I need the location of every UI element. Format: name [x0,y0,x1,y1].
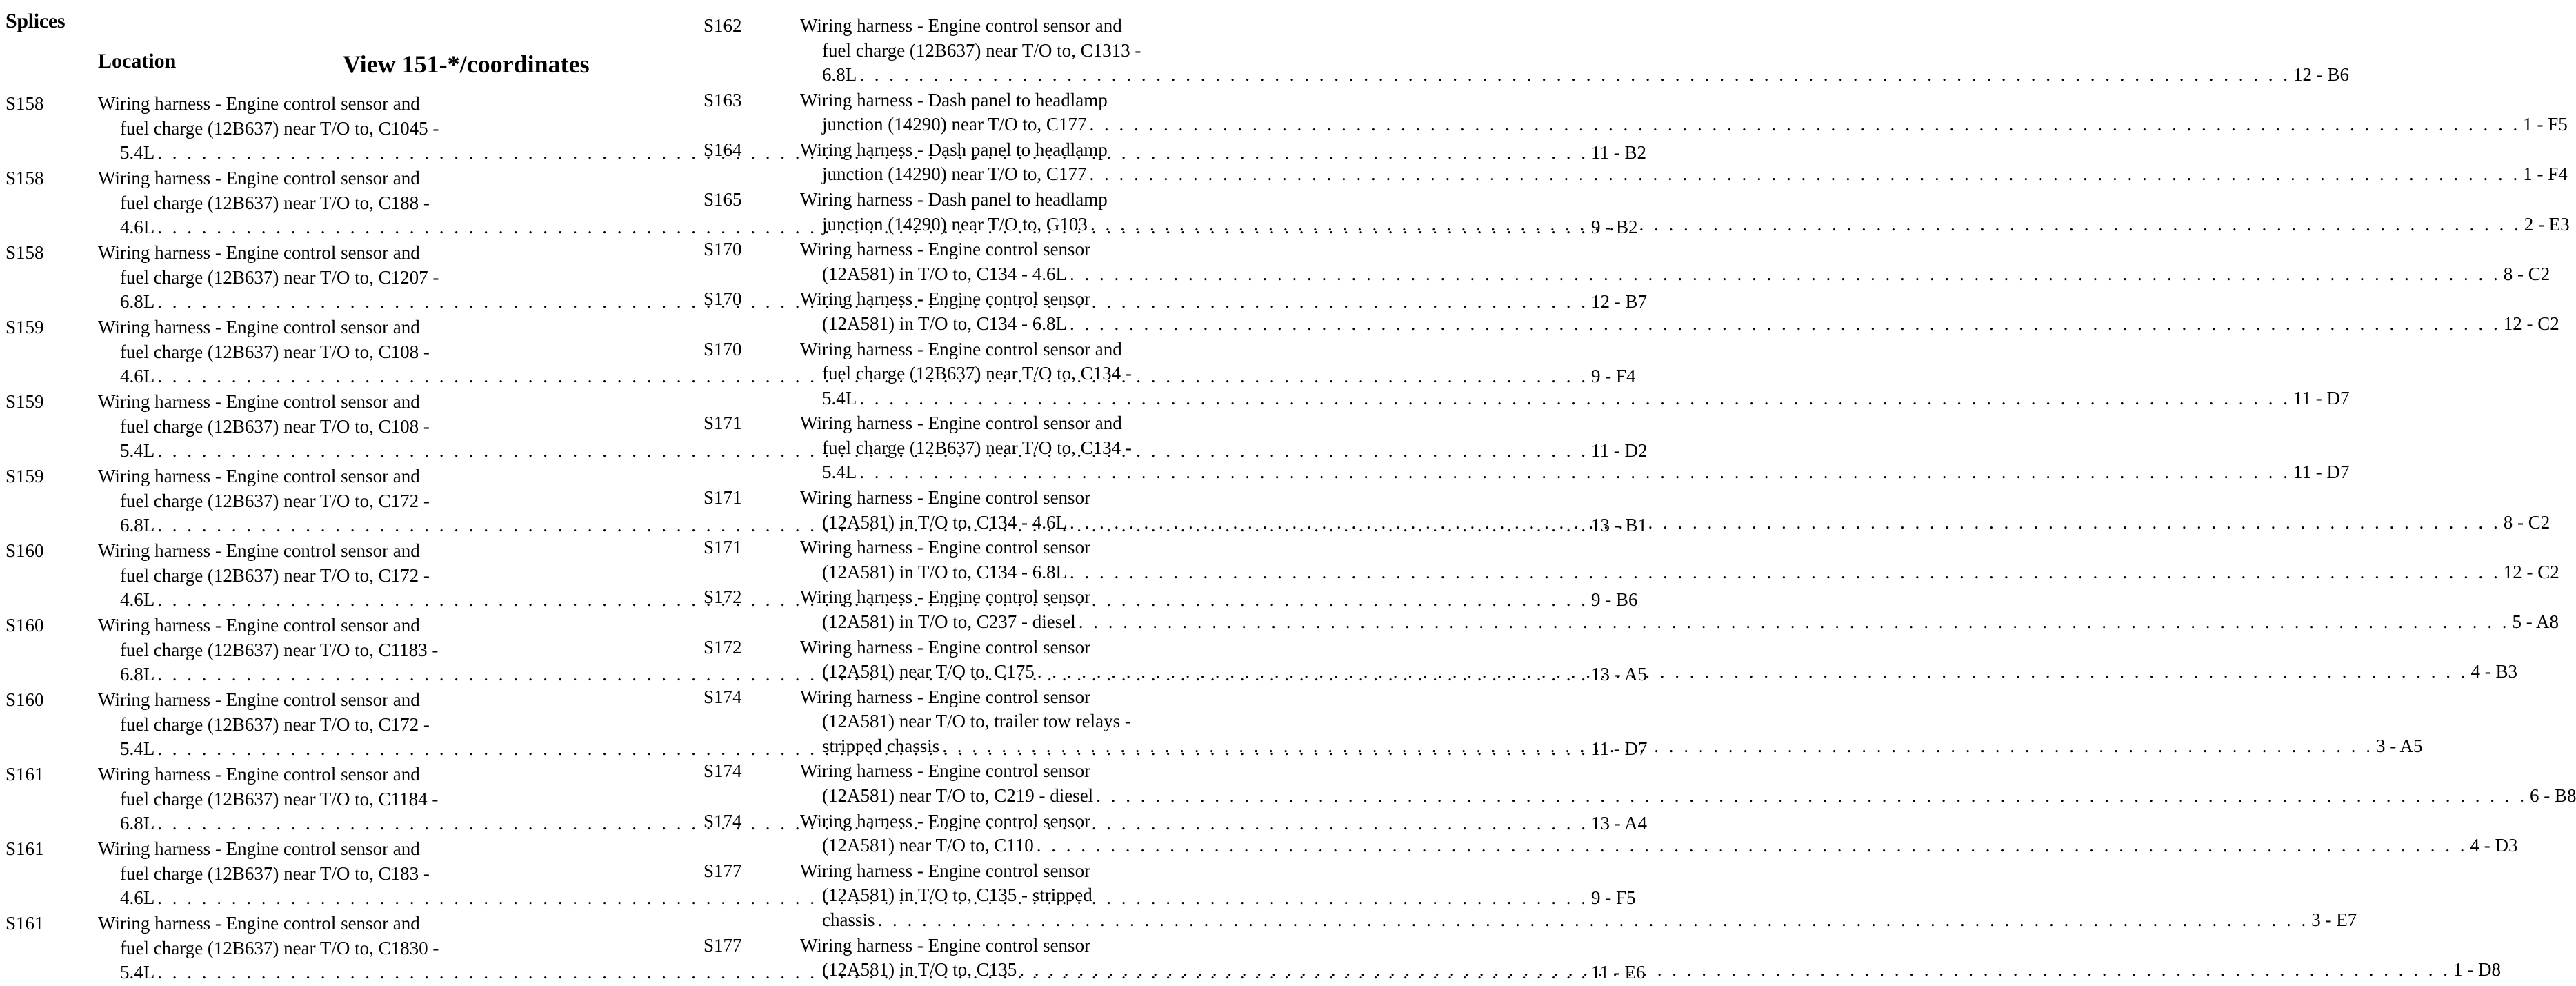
location-line: 4.6L [120,887,155,908]
location-line: (12A581) in T/O to, C134 - 6.8L [822,561,1067,582]
location-line: 5.4L [822,462,857,483]
location-line: Wiring harness - Engine control sensor and [98,317,420,337]
dot-leader [942,734,2373,759]
view-coordinate: 3 - A5 [2375,735,2423,756]
location-line: Wiring harness - Engine control sensor and [800,413,1122,434]
splice-id: S170 [703,338,742,359]
location-line: 5.4L [120,142,155,163]
location-line: Wiring harness - Dash panel to headlamp [800,189,1108,210]
location-line: Wiring harness - Engine control sensor and [98,391,420,412]
view-coordinates-header: View 151-*/coordinates [343,50,590,78]
splice-id: S163 [703,89,742,110]
dot-leader [1037,660,2468,684]
view-coordinate: 5 - A8 [2512,611,2559,632]
location-line: (12A581) near T/O to, trailer tow relays - [822,711,1131,732]
view-coordinate: 12 - B7 [1591,291,1647,312]
location-line: 5.4L [822,387,857,408]
view-coordinate: 9 - B6 [1591,589,1638,610]
dot-leader [859,460,2290,485]
location-leader-line [800,560,2559,585]
location-line: Wiring harness - Engine control sensor [800,760,1091,782]
location-line: Wiring harness - Engine control sensor [800,686,1091,707]
splice-id: S162 [703,15,742,36]
dot-leader [1089,112,2520,137]
dot-leader [1070,312,2501,337]
splice-entry [703,535,2559,584]
splice-id: S158 [6,93,44,114]
view-coordinate: 11 - D7 [2293,387,2350,408]
dot-leader [1096,784,2527,809]
splice-id: S160 [6,689,44,710]
dot-leader [1079,610,2510,635]
location-leader-line [800,610,2559,635]
view-coordinate: 11 - D2 [1591,440,1648,461]
location-line: Wiring harness - Engine control sensor [800,537,1091,558]
location-line: Wiring harness - Engine control sensor and [98,689,420,710]
dot-leader [1037,834,2468,858]
dot-leader [878,908,2309,933]
view-coordinate: 9 - F5 [1591,887,1636,908]
location-line: fuel charge (12B637) near T/O to, C1207 - [120,266,439,288]
splice-id: S171 [703,413,742,434]
location-line: (12A581) in T/O to, C135 [822,959,1017,980]
location-line: Wiring harness - Engine control sensor and [98,540,420,561]
splice-id: S164 [703,139,742,160]
location-line: (12A581) near T/O to, C110 [822,835,1034,856]
location-line: 6.8L [120,813,155,834]
splice-id: S159 [6,391,44,412]
location-line: Wiring harness - Engine control sensor [800,810,1091,831]
dot-leader [1070,560,2501,585]
location-line: junction (14290) near T/O to, C177 [822,114,1087,135]
view-coordinate: 11 - E6 [1591,962,1646,983]
splice-entry [703,14,2349,88]
view-coordinate: 12 - C2 [2503,561,2559,582]
location-line: Wiring harness - Engine control sensor and [98,168,420,188]
location-leader-line [800,162,2568,187]
view-coordinate: 2 - E3 [2524,213,2570,235]
splice-id: S172 [703,586,742,608]
dot-leader [1070,511,2501,535]
location-leader-line [800,784,2576,809]
section-title: Splices [6,10,66,32]
location-leader-line [800,312,2559,337]
location-line: (12A581) in T/O to, C134 - 4.6L [822,263,1067,284]
splice-id: S170 [703,288,742,310]
location-line: fuel charge (12B637) near T/O to, C1830 - [120,937,439,958]
location-line: Wiring harness - Dash panel to headlamp [800,139,1108,160]
splice-id: S170 [703,239,742,260]
splice-id: S171 [703,487,742,508]
dot-leader [1019,958,2450,983]
splice-id: S174 [703,760,742,782]
location-line: fuel charge (12B637) near T/O to, C188 - [120,192,430,213]
location-line: fuel charge (12B637) near T/O to, C1184 - [120,788,439,809]
location-line: fuel charge (12B637) near T/O to, C134 - [822,437,1132,458]
splice-id: S161 [6,838,44,859]
view-coordinate: 8 - C2 [2503,511,2550,533]
location-line: chassis [822,909,875,930]
location-line: fuel charge (12B637) near T/O to, C183 - [120,862,430,884]
splice-id: S172 [703,636,742,658]
view-coordinate: 11 - B2 [1591,142,1646,163]
splice-entry [703,237,2550,286]
location-line: 5.4L [120,962,155,983]
location-line: Wiring harness - Engine control sensor and [98,93,420,114]
location-line: Wiring harness - Engine control sensor [800,636,1091,658]
splice-id: S174 [703,686,742,707]
location-line: junction (14290) near T/O to, C177 [822,164,1087,185]
view-coordinate: 4 - B3 [2470,661,2517,682]
dot-leader [859,386,2290,411]
location-leader-line [800,112,2568,137]
splice-id: S165 [703,189,742,210]
view-coordinate: 1 - F5 [2523,114,2568,135]
location-line: Wiring harness - Engine control sensor and [98,764,420,785]
splice-id: S160 [6,615,44,635]
view-coordinate: 4 - D3 [2470,835,2518,856]
location-line: (12A581) near T/O to, C175 [822,661,1035,682]
dot-leader [859,63,2290,88]
location-line: Wiring harness - Engine control sensor and [98,242,420,263]
location-line: Wiring harness - Dash panel to headlamp [800,89,1108,110]
location-line: Wiring harness - Engine control sensor [800,288,1091,310]
splice-entry [703,759,2576,808]
location-leader-line [800,262,2550,287]
location-line: Wiring harness - Engine control sensor and [98,615,420,635]
splice-id: S159 [6,317,44,337]
dot-leader [1089,162,2520,187]
location-line: (12A581) in T/O to, C135 - stripped [822,885,1092,906]
view-coordinate: 8 - C2 [2503,263,2550,284]
location-line: Wiring harness - Engine control sensor [800,934,1091,956]
dot-leader [1070,262,2501,287]
location-line: 6.8L [120,664,155,684]
location-leader-line [800,908,2357,933]
location-line: stripped chassis [822,735,940,756]
view-coordinate: 9 - F4 [1591,366,1636,386]
location-line: 5.4L [120,440,155,461]
location-line: fuel charge (12B637) near T/O to, C172 - [120,490,430,511]
location-line: 5.4L [120,738,155,759]
splice-id: S160 [6,540,44,561]
location-leader-line [800,834,2518,858]
location-line: 6.8L [120,515,155,535]
location-leader-line [800,460,2350,485]
location-line: fuel charge (12B637) near T/O to, C108 - [120,341,430,362]
location-line: fuel charge (12B637) near T/O to, C134 - [822,363,1132,384]
location-line: 4.6L [120,366,155,386]
location-line: Wiring harness - Engine control sensor [800,860,1091,881]
view-coordinate: 6 - B8 [2529,785,2576,806]
splice-id: S158 [6,242,44,263]
splice-location [800,237,2550,286]
view-coordinate: 12 - B6 [2293,64,2349,85]
view-coordinate: 9 - B2 [1591,217,1638,237]
view-coordinate: 13 - B1 [1591,515,1647,535]
view-coordinate: 13 - A5 [1591,664,1647,684]
location-line: junction (14290) near T/O to, G103 [822,213,1088,235]
dot-leader [1090,213,2522,237]
location-line: fuel charge (12B637) near T/O to, C1045 - [120,117,439,139]
location-line: fuel charge (12B637) near T/O to, C1313 - [822,39,1141,61]
view-coordinate: 12 - C2 [2503,313,2559,334]
location-header: Location [98,50,177,72]
location-line: 6.8L [120,291,155,312]
splice-id: S171 [703,537,742,558]
location-line: 6.8L [822,64,857,85]
splice-location [800,14,2349,88]
location-line: Wiring harness - Engine control sensor and [98,466,420,486]
location-line: fuel charge (12B637) near T/O to, C172 - [120,713,430,735]
splice-location [800,759,2576,808]
view-coordinate: 11 - D7 [2293,462,2350,483]
view-coordinate: 1 - D8 [2453,959,2501,980]
location-line: Wiring harness - Engine control sensor and [800,15,1122,36]
location-line: fuel charge (12B637) near T/O to, C1183 - [120,639,439,660]
location-line: (12A581) in T/O to, C134 - 4.6L [822,511,1067,533]
splice-id: S159 [6,466,44,486]
location-line: Wiring harness - Engine control sensor and [98,913,420,934]
location-line: (12A581) in T/O to, C134 - 6.8L [822,313,1067,334]
splice-id: S174 [703,810,742,831]
location-line: Wiring harness - Engine control sensor [800,487,1091,508]
location-line: (12A581) in T/O to, C237 - diesel [822,611,1076,632]
splice-id: S177 [703,860,742,881]
location-line: (12A581) near T/O to, C219 - diesel [822,785,1094,806]
location-line: Wiring harness - Engine control sensor and [800,338,1122,359]
splice-location [800,535,2559,584]
splice-id: S177 [703,934,742,956]
location-line: Wiring harness - Engine control sensor and [98,838,420,859]
splice-entry [703,88,2568,137]
splice-id: S158 [6,168,44,188]
splice-id: S161 [6,764,44,785]
view-coordinate: 3 - E7 [2311,909,2357,930]
view-coordinate: 11 - D7 [1591,738,1648,759]
splice-location [800,88,2568,137]
location-line: fuel charge (12B637) near T/O to, C172 - [120,564,430,586]
location-line: fuel charge (12B637) near T/O to, C108 - [120,415,430,437]
view-coordinate: 1 - F4 [2523,164,2568,185]
location-line: 4.6L [120,217,155,237]
location-line: Wiring harness - Engine control sensor [800,586,1091,608]
location-leader-line [800,386,2350,411]
view-coordinate: 13 - A4 [1591,813,1647,834]
location-leader-line [800,63,2349,88]
location-line: 4.6L [120,589,155,610]
splice-id: S161 [6,913,44,934]
location-line: Wiring harness - Engine control sensor [800,239,1091,260]
